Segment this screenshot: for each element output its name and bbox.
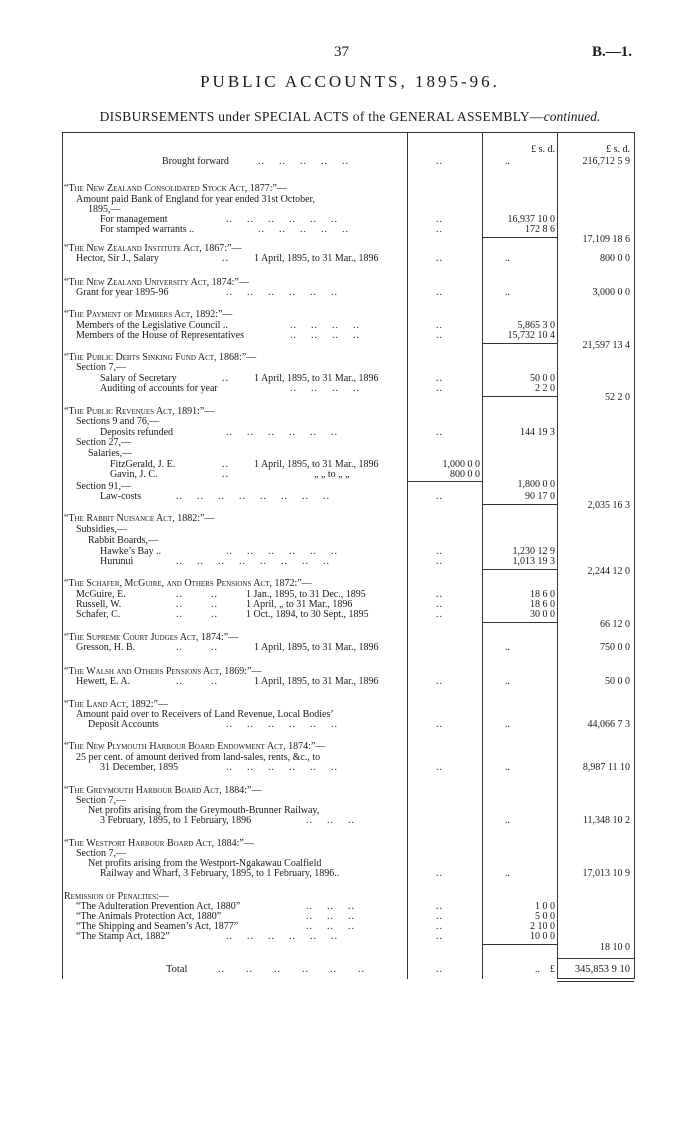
subtotal-rule — [482, 569, 557, 570]
entry-text: Salary of Secretary — [100, 373, 177, 384]
amount-cell: 50 0 0 — [530, 373, 555, 384]
dot-leader: .. .. .. — [306, 911, 355, 922]
subtotal-rule — [557, 958, 634, 959]
entry-period: 1 April, 1895, to 31 Mar., 1896 — [254, 642, 379, 653]
dot-leader: .. .. — [176, 609, 218, 620]
dot-leader: .. — [436, 676, 443, 687]
amount-cell: 18 10 0 — [600, 942, 630, 953]
amount-cell: 1 0 0 — [535, 901, 555, 912]
table-left-rule — [62, 132, 63, 979]
amount-cell: 66 12 0 — [600, 619, 630, 630]
dot-leader: .. — [436, 287, 443, 298]
subtotal-rule — [482, 343, 557, 344]
dot-leader: .. — [436, 156, 443, 167]
dot-leader: .. .. .. .. .. — [258, 156, 349, 167]
amount-cell: 2,035 16 3 — [587, 500, 630, 511]
column-header-4: £ s. d. — [606, 144, 630, 155]
entry-text: Members of the Legislative Council .. — [76, 320, 228, 331]
amount-cell: .. — [505, 287, 510, 298]
entry-text: Sections 9 and 76,— — [76, 416, 160, 427]
act-heading: “The New Plymouth Harbour Board Endowment Act, 1874:”— — [64, 741, 326, 752]
dot-leader: .. .. .. .. .. .. .. .. — [176, 491, 330, 502]
entry-text: Gresson, H. B. — [76, 642, 136, 653]
act-heading: “The Payment of Members Act, 1892:”— — [64, 309, 233, 320]
entry-text: Railway and Wharf, 3 February, 1895, to 1 February, 1896.. — [100, 868, 340, 879]
dot-leader: .. — [436, 921, 443, 932]
entry-text: Amount paid Bank of England for year ended 31st October, — [76, 194, 315, 205]
dot-leader: .. .. .. — [306, 901, 355, 912]
amount-cell: .. — [505, 762, 510, 773]
amount-cell: 1,800 0 0 — [517, 479, 555, 490]
entry-text: Rabbit Boards,— — [88, 535, 158, 546]
entry-text: Deposit Accounts — [88, 719, 159, 730]
dot-leader: .. .. .. .. .. — [258, 224, 349, 235]
subtotal-rule — [407, 481, 482, 482]
dot-leader: .. — [436, 964, 443, 975]
act-heading: “The Westport Harbour Board Act, 1884:”— — [64, 838, 254, 849]
amount-cell: 1,000 0 0 — [442, 459, 480, 470]
amount-cell: 52 2 0 — [605, 392, 630, 403]
dot-leader: .. — [436, 589, 443, 600]
entry-text: Russell, W. — [76, 599, 122, 610]
dot-leader: .. — [436, 383, 443, 394]
amount-cell: 800 0 0 — [450, 469, 480, 480]
entry-text: For stamped warrants .. — [100, 224, 195, 235]
amount-cell: 800 0 0 — [600, 253, 630, 264]
act-heading: “The Walsh and Others Pensions Act, 1869:”— — [64, 666, 262, 677]
amount-cell: .. — [505, 868, 510, 879]
amount-cell: 8,987 11 10 — [582, 762, 630, 773]
amount-cell: .. — [505, 719, 510, 730]
amount-cell: 5 0 0 — [535, 911, 555, 922]
dot-leader: .. — [222, 253, 229, 264]
page-number: 37 — [334, 44, 349, 60]
amount-cell: .. — [505, 676, 510, 687]
grand-total: 345,853 9 10 — [574, 964, 630, 975]
amount-cell: 2 10 0 — [530, 921, 555, 932]
entry-text: Hector, Sir J., Salary — [76, 253, 159, 264]
act-heading: “The Schafer, McGuire, and Others Pensions Act, 1872:”— — [64, 578, 312, 589]
act-heading: “The Rabbit Nuisance Act, 1882:”— — [64, 513, 215, 524]
act-heading: “The Supreme Court Judges Act, 1874:”— — [64, 632, 239, 643]
entry-text: 3 February, 1895, to 1 February, 1896 — [100, 815, 252, 826]
amount-cell: 1,230 12 9 — [512, 546, 555, 557]
entry-period: 1 April, 1895, to 31 Mar., 1896 — [254, 253, 379, 264]
entry-text: Hawke’s Bay .. — [100, 546, 162, 557]
dot-leader: .. — [436, 599, 443, 610]
dot-leader: .. .. .. .. .. .. — [218, 964, 365, 975]
dot-leader: .. — [436, 491, 443, 502]
entry-text: 25 per cent. of amount derived from land-sales, rents, &c., to — [76, 752, 321, 763]
amount-cell: .. — [535, 964, 540, 975]
amount-cell: 172 8 6 — [525, 224, 555, 235]
entry-text: Schafer, C. — [76, 609, 121, 620]
entry-period: 1 April, 1895, to 31 Mar., 1896 — [254, 373, 379, 384]
amount-cell: 16,937 10 0 — [507, 214, 555, 225]
amount-cell: 18 6 0 — [530, 589, 555, 600]
dot-leader: .. — [436, 373, 443, 384]
amount-cell: 5,865 3 0 — [517, 320, 555, 331]
amount-cell: 44,066 7 3 — [587, 719, 630, 730]
section-subtitle: DISBURSEMENTS under SPECIAL ACTS of the GENERAL ASSEMBLY—continued. — [99, 109, 601, 124]
dot-leader: .. .. — [176, 589, 218, 600]
column-rule-2 — [482, 132, 483, 979]
subtotal-rule — [482, 622, 557, 623]
entry-text: Section 91,— — [76, 481, 131, 492]
entry-text: 31 December, 1895 — [100, 762, 179, 773]
entry-period: 1 Oct., 1894, to 30 Sept., 1895 — [246, 609, 369, 620]
dot-leader: .. .. .. .. .. .. — [226, 287, 338, 298]
subtotal-rule — [482, 504, 557, 505]
act-heading: “The Land Act, 1892:”— — [64, 699, 168, 710]
amount-cell: 2,244 12 0 — [587, 566, 630, 577]
page-title: PUBLIC ACCOUNTS, 1895-96. — [200, 72, 500, 91]
subtotal-rule — [482, 944, 557, 945]
dot-leader: .. .. .. — [306, 921, 355, 932]
entry-period: 1 Jan., 1895, to 31 Dec., 1895 — [246, 589, 366, 600]
entry-text: For management — [100, 214, 168, 225]
dot-leader: .. .. .. .. — [290, 383, 360, 394]
dot-leader: .. — [436, 427, 443, 438]
entry-text: Net profits arising from the Westport-Ngakawau Coalfield — [88, 858, 322, 869]
total-double-rule — [557, 981, 634, 982]
pound-sign: £ — [550, 964, 555, 975]
amount-cell: 3,000 0 0 — [592, 287, 630, 298]
subtotal-rule — [482, 396, 557, 397]
amount-cell: 10 0 0 — [530, 931, 555, 942]
entry-text: Section 7,— — [76, 848, 126, 859]
amount-cell: .. — [505, 156, 510, 167]
entry-text: 1895,— — [88, 204, 121, 215]
dot-leader: .. .. — [176, 676, 218, 687]
entry-text: Gavin, J. C. — [110, 469, 158, 480]
act-heading: “The New Zealand University Act, 1874:”— — [64, 277, 249, 288]
dot-leader: .. .. .. .. .. .. — [226, 214, 338, 225]
column-rule-1 — [407, 132, 408, 979]
dot-leader: .. — [436, 719, 443, 730]
dot-leader: .. — [436, 546, 443, 557]
entry-text: Amount paid over to Receivers of Land Revenue, Local Bodies’ — [76, 709, 334, 720]
dot-leader: .. .. — [176, 642, 218, 653]
total-double-rule — [557, 978, 634, 979]
dot-leader: .. .. .. .. — [290, 330, 360, 341]
column-header-3: £ s. d. — [531, 144, 555, 155]
entry-text: “The Shipping and Seamen’s Act, 1877” — [76, 921, 239, 932]
dot-leader: .. — [222, 373, 229, 384]
entry-text: Members of the House of Representatives — [76, 330, 245, 341]
dot-leader: .. — [222, 469, 229, 480]
dot-leader: .. — [436, 214, 443, 225]
dot-leader: .. .. .. .. .. .. .. .. — [176, 556, 330, 567]
entry-text: Subsidies,— — [76, 524, 127, 535]
act-heading: “The New Zealand Consolidated Stock Act, 1877:”— — [64, 183, 287, 194]
entry-text: “The Animals Protection Act, 1880” — [76, 911, 222, 922]
amount-cell: 50 0 0 — [605, 676, 630, 687]
entry-text: Auditing of accounts for year — [100, 383, 218, 394]
entry-text: “The Adulteration Prevention Act, 1880” — [76, 901, 241, 912]
entry-text: Section 7,— — [76, 795, 126, 806]
entry-period: 1 April, 1895, to 31 Mar., 1896 — [254, 459, 379, 470]
amount-cell: 750 0 0 — [600, 642, 630, 653]
amount-cell: 30 0 0 — [530, 609, 555, 620]
subtotal-rule — [482, 237, 557, 238]
entry-text: Net profits arising from the Greymouth-Brunner Railway, — [88, 805, 320, 816]
dot-leader: .. — [436, 609, 443, 620]
brought-forward-label: Brought forward — [162, 156, 229, 167]
dot-leader: .. — [436, 868, 443, 879]
entry-text: Grant for year 1895-96 — [76, 287, 169, 298]
entry-text: Salaries,— — [88, 448, 133, 459]
dot-leader: .. — [436, 901, 443, 912]
dot-leader: .. — [436, 762, 443, 773]
amount-cell: 216,712 5 9 — [582, 156, 630, 167]
entry-text: Section 7,— — [76, 362, 126, 373]
entry-text: “The Stamp Act, 1882” — [76, 931, 170, 942]
amount-cell: 1,013 19 3 — [512, 556, 555, 567]
amount-cell: 17,013 10 9 — [582, 868, 630, 879]
entry-text: Hurunui — [100, 556, 134, 567]
dot-leader: .. — [436, 556, 443, 567]
amount-cell: .. — [505, 642, 510, 653]
dot-leader: .. — [436, 330, 443, 341]
dot-leader: .. — [222, 459, 229, 470]
amount-cell: 21,597 13 4 — [582, 340, 630, 351]
entry-period: 1 April, „ to 31 Mar., 1896 — [246, 599, 353, 610]
dot-leader: .. .. .. .. .. .. — [226, 719, 338, 730]
entry-text: FitzGerald, J. E. — [110, 459, 176, 470]
act-heading: “The Public Revenues Act, 1891:”— — [64, 406, 215, 417]
page-reference: B.—1. — [592, 44, 633, 60]
dot-leader: .. — [436, 911, 443, 922]
amount-cell: 17,109 18 6 — [582, 234, 630, 245]
total-label: Total — [166, 964, 188, 975]
dot-leader: .. — [436, 931, 443, 942]
entry-period: 1 April, 1895, to 31 Mar., 1896 — [254, 676, 379, 687]
entry-text: Hewett, E. A. — [76, 676, 131, 687]
dot-leader: .. .. .. .. .. .. — [226, 931, 338, 942]
amount-cell: 18 6 0 — [530, 599, 555, 610]
amount-cell: 2 2 0 — [535, 383, 555, 394]
entry-text: Deposits refunded — [100, 427, 174, 438]
dot-leader: .. .. — [176, 599, 218, 610]
entry-text: McGuire, E. — [76, 589, 126, 600]
table-top-rule — [62, 132, 634, 133]
amount-cell: 90 17 0 — [525, 491, 555, 502]
column-rule-3 — [557, 132, 558, 979]
column-rule-4 — [634, 132, 635, 979]
amount-cell: 144 19 3 — [520, 427, 555, 438]
entry-text: Law-costs — [100, 491, 142, 502]
entry-period: „ „ to „ „ — [314, 469, 350, 480]
amount-cell: 15,732 10 4 — [507, 330, 555, 341]
dot-leader: .. .. .. .. .. .. — [226, 427, 338, 438]
act-heading: “The New Zealand Institute Act, 1867:”— — [64, 243, 242, 254]
section-heading: Remission of Penalties:— — [64, 891, 169, 902]
dot-leader: .. .. .. — [306, 815, 355, 826]
entry-text: Section 27,— — [76, 437, 131, 448]
dot-leader: .. — [436, 224, 443, 235]
dot-leader: .. — [436, 253, 443, 264]
dot-leader: .. — [436, 320, 443, 331]
act-heading: “The Public Debts Sinking Fund Act, 1868:”— — [64, 352, 257, 363]
dot-leader: .. .. .. .. — [290, 320, 360, 331]
amount-cell: .. — [505, 815, 510, 826]
amount-cell: 11,348 10 2 — [582, 815, 630, 826]
amount-cell: .. — [505, 253, 510, 264]
dot-leader: .. .. .. .. .. .. — [226, 546, 338, 557]
dot-leader: .. .. .. .. .. .. — [226, 762, 338, 773]
act-heading: “The Greymouth Harbour Board Act, 1884:”— — [64, 785, 262, 796]
